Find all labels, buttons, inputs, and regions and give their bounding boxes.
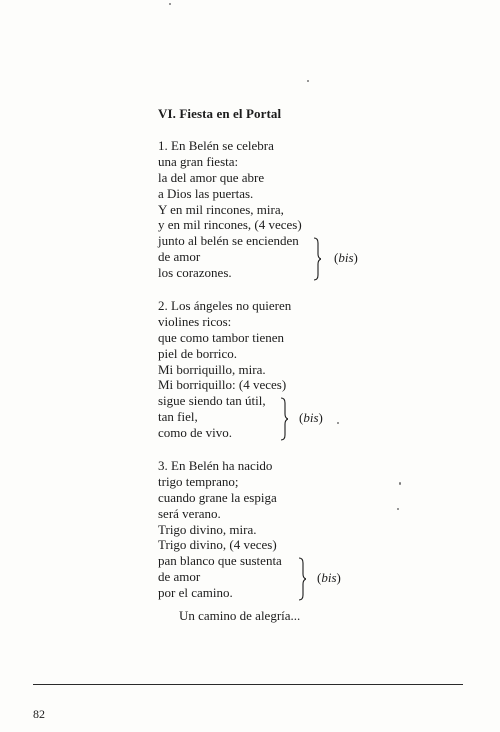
- verse-line: como de vivo.: [158, 425, 233, 441]
- verse-line: trigo temprano;: [158, 473, 239, 489]
- repeat-brace: [298, 557, 306, 601]
- verse-line: de amor: [158, 249, 201, 265]
- paper-speck: [169, 3, 171, 5]
- paper-speck: [337, 422, 339, 424]
- verse-line: y en mil rincones, (4 veces): [158, 217, 302, 233]
- verse-line: violines ricos:: [158, 313, 232, 329]
- footer-rule: [33, 684, 463, 685]
- verse-line: por el camino.: [158, 585, 233, 601]
- closing-line: Un camino de alegría...: [179, 608, 301, 623]
- verse-line: será verano.: [158, 505, 221, 521]
- verse-line: pan blanco que sustenta: [158, 553, 282, 569]
- verse-line: Mi borriquillo: (4 veces): [158, 377, 287, 393]
- page-number: 82: [33, 707, 45, 721]
- stanza-3: [158, 458, 282, 601]
- repeat-brace: [280, 397, 288, 441]
- paper-speck: [307, 80, 309, 82]
- verse-line: Y en mil rincones, mira,: [158, 201, 284, 217]
- stanza-1: [158, 138, 302, 281]
- verse-line: los corazones.: [158, 265, 232, 281]
- verse-line: piel de borrico.: [158, 345, 238, 361]
- verse-line: tan fiel,: [158, 409, 198, 425]
- bis-marker: (bis): [317, 570, 341, 585]
- paper-speck: [397, 508, 399, 510]
- verse-line: 3. En Belén ha nacido: [158, 458, 273, 473]
- bis-marker: (bis): [334, 250, 358, 265]
- stanza-2: [158, 298, 291, 441]
- verse-line: Trigo divino, mira.: [158, 521, 257, 537]
- verse-line: de amor: [158, 569, 201, 585]
- verse-line: 1. En Belén se celebra: [158, 138, 274, 153]
- verse-line: la del amor que abre: [158, 169, 265, 185]
- section-title: VI. Fiesta en el Portal: [158, 106, 282, 121]
- repeat-brace: [313, 237, 321, 281]
- verse-line: Mi borriquillo, mira.: [158, 361, 266, 377]
- verse-line: 2. Los ángeles no quieren: [158, 298, 292, 313]
- verse-line: junto al belén se encienden: [158, 233, 299, 249]
- verse-line: cuando grane la espiga: [158, 489, 277, 505]
- verse-line: sigue siendo tan útil,: [158, 393, 266, 409]
- bis-marker: (bis): [299, 410, 323, 425]
- paper-speck: [399, 482, 401, 485]
- verse-line: que como tambor tienen: [158, 329, 284, 345]
- verse-line: Trigo divino, (4 veces): [158, 537, 277, 553]
- verse-line: una gran fiesta:: [158, 153, 239, 169]
- verse-line: a Dios las puertas.: [158, 185, 254, 201]
